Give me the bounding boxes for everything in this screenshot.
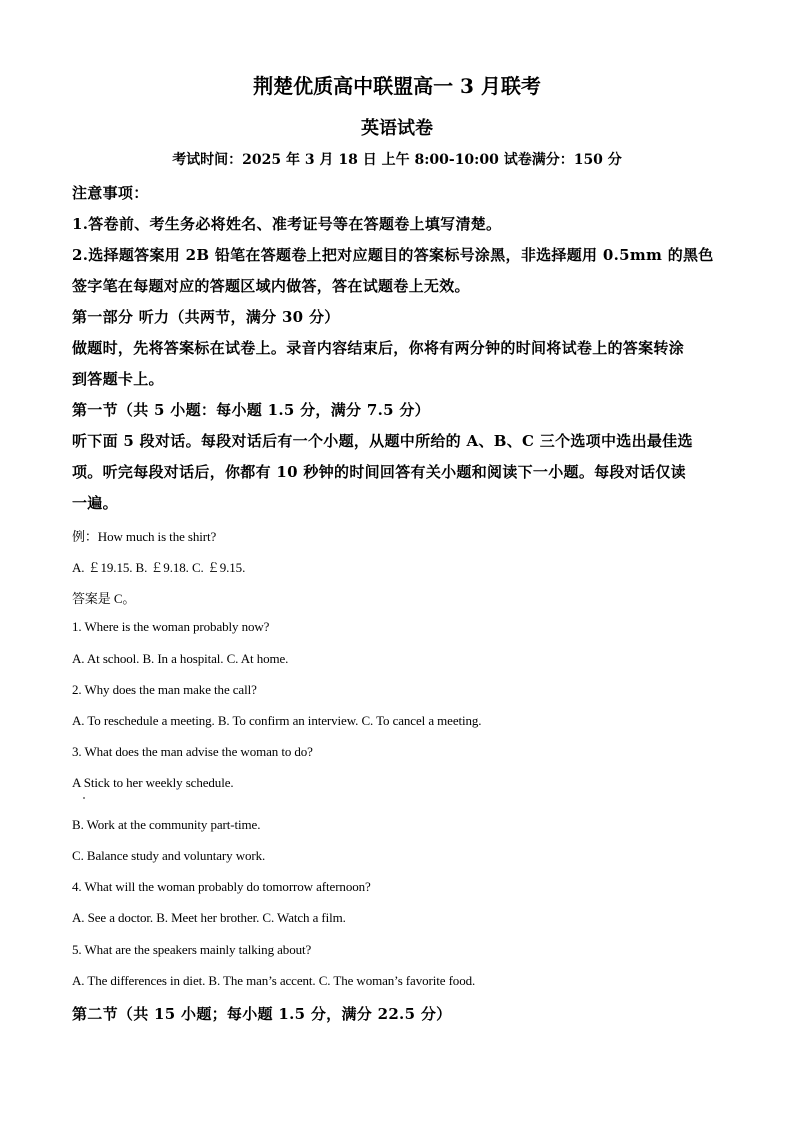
question-3-option-b: B. Work at the community part-time. [72,817,261,832]
example-options: A. ￡19.15. B. ￡9.18. C. ￡9.15. [72,560,246,575]
question-3: 3. What does the man advise the woman to do? [72,744,313,759]
question-1: 1. Where is the woman probably now? [72,619,270,634]
question-5-options: A. The differences in diet. B. The man’s accent. C. The woman’s favorite food. [72,973,476,988]
question-3-option-c: C. Balance study and voluntary work. [72,848,266,863]
question-5: 5. What are the speakers mainly talking about? [72,942,312,957]
example-question: 例：How much is the shirt? [72,529,217,544]
question-4: 4. What will the woman probably do tomorrow afternoon? [72,879,371,894]
part1-instructions-line-1: 做题时，先将答案标在试卷上。录音内容结束后，你将有两分钟的时间将试卷上的答案转涂 [72,339,685,357]
notes-item-2-line-2: 签字笔在每题对应的答题区域内做答，答在试题卷上无效。 [72,277,470,295]
section1-instructions-line-2: 项。听完每段对话后，你都有 10 秒钟的时间回答有关小题和阅读下一小题。每段对话仅读 [72,463,686,481]
question-1-options: A. At school. B. In a hospital. C. At home. [72,651,289,666]
part1-heading: 第一部分 听力（共两节，满分 30 分） [72,308,340,326]
question-3-option-a: A Stick to her weekly schedule. [72,775,234,790]
section1-heading: 第一节（共 5 小题：每小题 1.5 分，满分 7.5 分） [72,401,430,419]
exam-subtitle: 英语试卷 [361,118,433,139]
stray-dot-mark [83,797,85,799]
notes-heading: 注意事项： [72,184,149,202]
section1-instructions-line-1: 听下面 5 段对话。每段对话后有一个小题，从题中所给的 A、B、C 三个选项中选出最佳选 [72,432,693,450]
exam-info: 考试时间：2025 年 3 月 18 日 上午 8:00-10:00 试卷满分：150 分 [172,152,622,168]
section2-heading: 第二节（共 15 小题；每小题 1.5 分，满分 22.5 分） [72,1005,452,1023]
question-4-options: A. See a doctor. B. Meet her brother. C. Watch a film. [72,910,346,925]
example-answer: 答案是 C。 [72,591,136,606]
part1-instructions-line-2: 到答题卡上。 [72,370,164,388]
exam-title: 荆楚优质高中联盟高一 3 月联考 [253,74,541,98]
notes-item-1: 1.答卷前、考生务必将姓名、准考证号等在答题卷上填写清楚。 [72,215,502,233]
question-2: 2. Why does the man make the call? [72,682,257,697]
question-2-options: A. To reschedule a meeting. B. To confirm an interview. C. To cancel a meeting. [72,713,482,728]
notes-item-2-line-1: 2.选择题答案用 2B 铅笔在答题卷上把对应题目的答案标号涂黑，非选择题用 0.5mm 的黑色 [72,246,714,264]
section1-instructions-line-3: 一遍。 [72,494,118,512]
